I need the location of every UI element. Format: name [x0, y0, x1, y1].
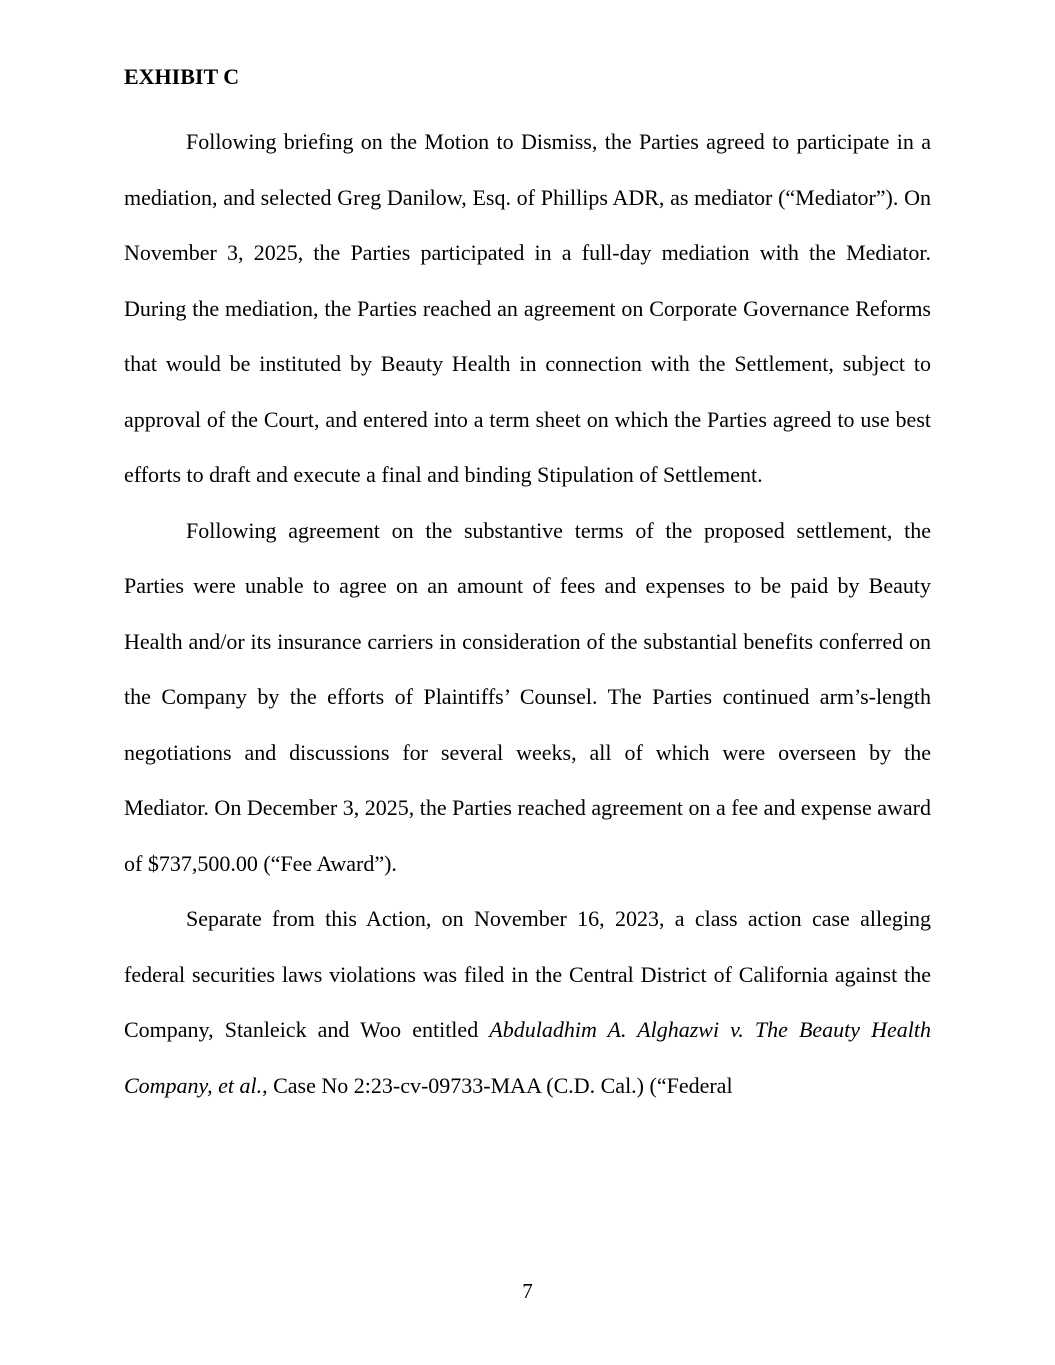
paragraph-federal-action — [124, 891, 931, 1113]
exhibit-title: EXHIBIT C — [124, 64, 240, 89]
paragraph-mediation: Following briefing on the Motion to Dismiss, the Parties agreed to participate in a mediation, and selected Greg Danilow, Esq. of Phillips ADR, as mediator (“Mediator”). On November 3, 2025, the Parties participated in a full-day mediation with the Mediator. During the mediation, the Parties reached an agreement on Corporate Governance Reforms that would be instituted by Beauty Health in connection with the Settlement, subject to approval of the Court, and entered into a term sheet on which the Parties agreed to use best efforts to draft and execute a final and binding Stipulation of Settlement. — [124, 129, 931, 487]
page-number: 7 — [522, 1279, 533, 1303]
paragraph-fee-award: Following agreement on the substantive terms of the proposed settlement, the Parties were unable to agree on an amount of fees and expenses to be paid by Beauty Health and/or its insurance carriers in consideration of the substantial benefits conferred on the Company by the efforts of Plaintiffs’ Counsel. The Parties continued arm’s-length negotiations and discussions for several weeks, all of which were overseen by the Mediator. On December 3, 2025, the Parties reached agreement on a fee and expense award of $737,500.00 (“Fee Award”). — [124, 517, 931, 876]
document-page — [124, 58, 931, 1113]
federal-action-text-after: , Case No 2:23-cv-09733-MAA (C.D. Cal.) (“Federal — [262, 1072, 733, 1098]
case-name: Abduladhim A. Alghazwi v. The Beauty Health Company, et al. — [124, 1017, 931, 1098]
federal-action-text-before: Separate from this Action, on November 16, 2023, a class action case alleging federal securities laws violations was filed in the Central District of California against the Company, Stanleick and Woo entitled — [124, 906, 931, 1042]
